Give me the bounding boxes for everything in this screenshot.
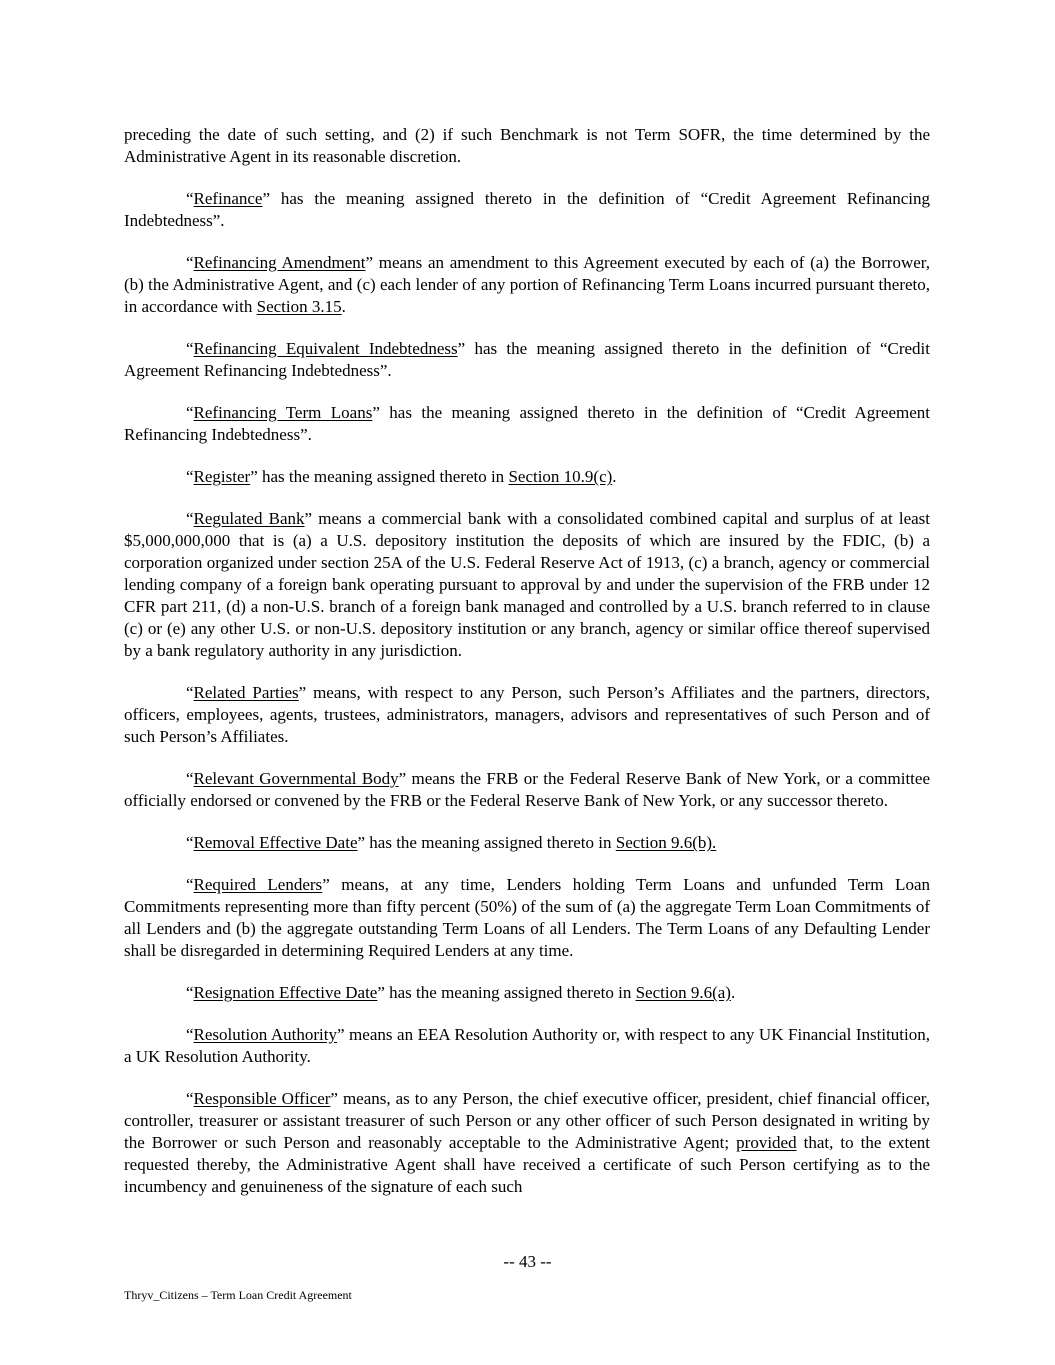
definition-relevant-governmental-body: “Relevant Governmental Body” means the FRB or the Federal Reserve Bank of New York, or a committee officially endorsed or convened by the FRB or the Federal Reserve Bank of New York, or any successor thereto. [124,769,930,810]
definition-required-lenders: “Required Lenders” means, at any time, Lenders holding Term Loans and unfunded Term Loan Commitments representing more than fifty percent (50%) of the sum of (a) the aggregate Term Loan Commitments of all Lenders and (b) the aggregate outstanding Term Loans of all Lenders. The Term Loans of any Defaulting Lender shall be disregarded in determining Required Lenders at any time. [124,875,930,960]
definition-removal-effective-date: “Removal Effective Date” has the meaning assigned thereto in Section 9.6(b). [186,833,717,852]
proviso-term: provided [736,1133,797,1152]
defined-term: Regulated Bank [193,509,305,528]
document-body [124,124,930,1218]
definition-refinance: “Refinance” has the meaning assigned thereto in the definition of “Credit Agreement Refinancing Indebtedness”. [124,189,930,230]
section-reference: Section 9.6(a) [635,983,731,1002]
defined-term: Related Parties [193,683,299,702]
definition-refinancing-term-loans: “Refinancing Term Loans” has the meaning assigned thereto in the definition of “Credit Agreement Refinancing Indebtedness”. [124,403,930,444]
definition-resolution-authority: “Resolution Authority” means an EEA Resolution Authority or, with respect to any UK Financial Institution, a UK Resolution Authority. [124,1025,930,1066]
definition-responsible-officer: “Responsible Officer” means, as to any Person, the chief executive officer, president, chief financial officer, controller, treasurer or assistant treasurer of such Person or any other officer of such Person designated in writing by the Borrower or such Person and reasonably acceptable to the Administrative Agent; provided that, to the extent requested thereby, the Administrative Agent shall have received a certificate of such Person certifying as to the incumbency and genuineness of the signature of each such [124,1089,930,1196]
page-number: -- 43 -- [503,1252,552,1271]
section-reference: Section 10.9(c) [508,467,613,486]
defined-term: Register [193,467,251,486]
defined-term: Required Lenders [193,875,323,894]
definition-related-parties: “Related Parties” means, with respect to any Person, such Person’s Affiliates and the partners, directors, officers, employees, agents, trustees, administrators, managers, advisors and representatives of such Person and of such Person’s Affiliates. [124,683,930,746]
defined-term: Removal Effective Date [193,833,358,852]
defined-term: Refinance [193,189,263,208]
defined-term: Refinancing Term Loans [193,403,373,422]
section-reference: Section 3.15 [256,297,342,316]
section-reference: Section 9.6(b). [615,833,717,852]
defined-term: Responsible Officer [193,1089,331,1108]
definition-register: “Register” has the meaning assigned thereto in Section 10.9(c). [186,467,617,486]
definition-refinancing-equivalent-indebtedness: “Refinancing Equivalent Indebtedness” has the meaning assigned thereto in the definition of “Credit Agreement Refinancing Indebtedness”. [124,339,931,380]
defined-term: Refinancing Equivalent Indebtedness [193,339,458,358]
definition-refinancing-amendment: “Refinancing Amendment” means an amendment to this Agreement executed by each of (a) the Borrower, (b) the Administrative Agent, and (c) each lender of any portion of Refinancing Term Loans incurred pursuant thereto, in accordance with Section 3.15. [124,253,930,316]
defined-term: Refinancing Amendment [193,253,366,272]
definition-resignation-effective-date: “Resignation Effective Date” has the meaning assigned thereto in Section 9.6(a). [186,983,736,1002]
document-footer: Thryv_Citizens – Term Loan Credit Agreement [124,1288,352,1302]
continuation-paragraph: preceding the date of such setting, and (2) if such Benchmark is not Term SOFR, the time determined by the Administrative Agent in its reasonable discretion. [124,125,930,166]
definition-regulated-bank: “Regulated Bank” means a commercial bank with a consolidated combined capital and surplus of at least $5,000,000,000 that is (a) a U.S. depository institution the deposits of which are insured by the FDIC, (b) a corporation organized under section 25A of the U.S. Federal Reserve Act of 1913, (c) a branch, agency or commercial lending company of a foreign bank operating pursuant to approval by and under the supervision of the FRB under 12 CFR part 211, (d) a non-U.S. branch of a foreign bank managed and controlled by a U.S. branch referred to in clause (c) or (e) any other U.S. or non-U.S. depository institution or any branch, agency or similar office thereof supervised by a bank regulatory authority in any jurisdiction. [124,509,931,660]
defined-term: Resignation Effective Date [193,983,378,1002]
defined-term: Resolution Authority [193,1025,337,1044]
defined-term: Relevant Governmental Body [193,769,399,788]
